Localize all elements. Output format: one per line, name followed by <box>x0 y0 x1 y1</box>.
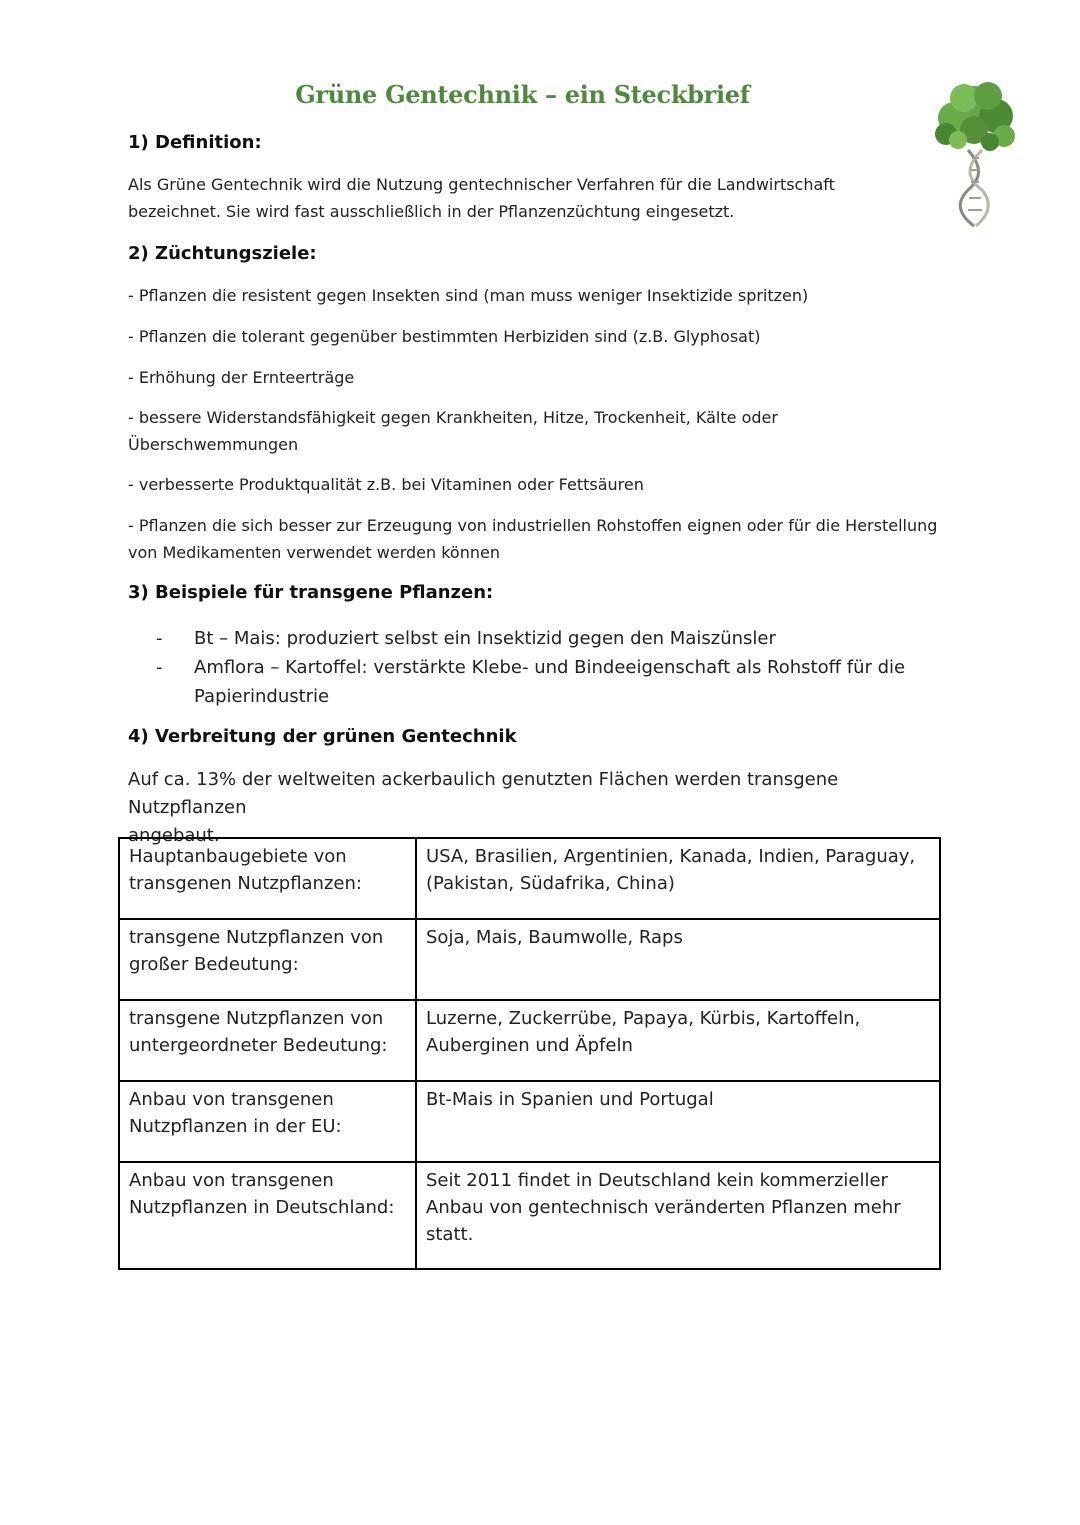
goals-heading: 2) Züchtungsziele: <box>128 243 317 264</box>
table-cell-label: transgene Nutzpflanzen von großer Bedeutung: <box>119 919 416 1000</box>
table-row <box>119 1162 940 1269</box>
list-item: - Bt – Mais: produziert selbst ein Insektizid gegen den Maiszünsler <box>156 628 776 649</box>
table-cell-label: transgene Nutzpflanzen von untergeordneter Bedeutung: <box>119 1000 416 1081</box>
table-cell-value: Seit 2011 findet in Deutschland kein kommerzieller Anbau von gentechnisch veränderten Pflanzen mehr statt. <box>416 1162 940 1269</box>
goal-item: - bessere Widerstandsfähigkeit gegen Krankheiten, Hitze, Trockenheit, Kälte oder Überschwemmungen <box>128 408 778 454</box>
goal-item: - Pflanzen die sich besser zur Erzeugung von industriellen Rohstoffen eignen oder für die Herstellung von Medikamenten verwendet werden können <box>128 516 938 562</box>
page-title: Grüne Gentechnik – ein Steckbrief <box>295 80 750 109</box>
goal-item: - verbesserte Produktqualität z.B. bei Vitaminen oder Fettsäuren <box>128 475 644 494</box>
table-row <box>119 838 940 919</box>
list-item: - Amflora – Kartoffel: verstärkte Klebe- und Bindeeigenschaft als Rohstoff für die Papierindustrie <box>156 657 906 707</box>
table-row <box>119 919 940 1000</box>
table-cell-value: Bt-Mais in Spanien und Portugal <box>416 1081 940 1162</box>
table-cell-label: Hauptanbaugebiete von transgenen Nutzpflanzen: <box>119 838 416 919</box>
table-cell-value: Soja, Mais, Baumwolle, Raps <box>416 919 940 1000</box>
definition-heading: 1) Definition: <box>128 132 262 153</box>
distribution-table <box>118 837 941 1270</box>
goal-item: - Pflanzen die resistent gegen Insekten sind (man muss weniger Insektizide spritzen) <box>128 286 809 305</box>
definition-text: Als Grüne Gentechnik wird die Nutzung gentechnischer Verfahren für die Landwirtschaft bezeichnet. Sie wird fast ausschließlich in der Pflanzenzüchtung eingesetzt. <box>128 175 835 221</box>
goal-item: - Erhöhung der Ernteerträge <box>128 368 355 387</box>
goal-item: - Pflanzen die tolerant gegenüber bestimmten Herbiziden sind (z.B. Glyphosat) <box>128 327 761 346</box>
distribution-heading: 4) Verbreitung der grünen Gentechnik <box>128 726 517 747</box>
table-row <box>119 1000 940 1081</box>
examples-heading: 3) Beispiele für transgene Pflanzen: <box>128 582 494 603</box>
table-cell-value: USA, Brasilien, Argentinien, Kanada, Indien, Paraguay, (Pakistan, Südafrika, China) <box>416 838 940 919</box>
distribution-intro: Auf ca. 13% der weltweiten ackerbaulich genutzten Flächen werden transgene Nutzpflanzen angebaut. <box>128 769 839 846</box>
table-cell-value: Luzerne, Zuckerrübe, Papaya, Kürbis, Kartoffeln, Auberginen und Äpfeln <box>416 1000 940 1081</box>
table-cell-label: Anbau von transgenen Nutzpflanzen in der EU: <box>119 1081 416 1162</box>
table-cell-label: Anbau von transgenen Nutzpflanzen in Deutschland: <box>119 1162 416 1269</box>
table-row <box>119 1081 940 1162</box>
examples-list <box>150 624 930 711</box>
